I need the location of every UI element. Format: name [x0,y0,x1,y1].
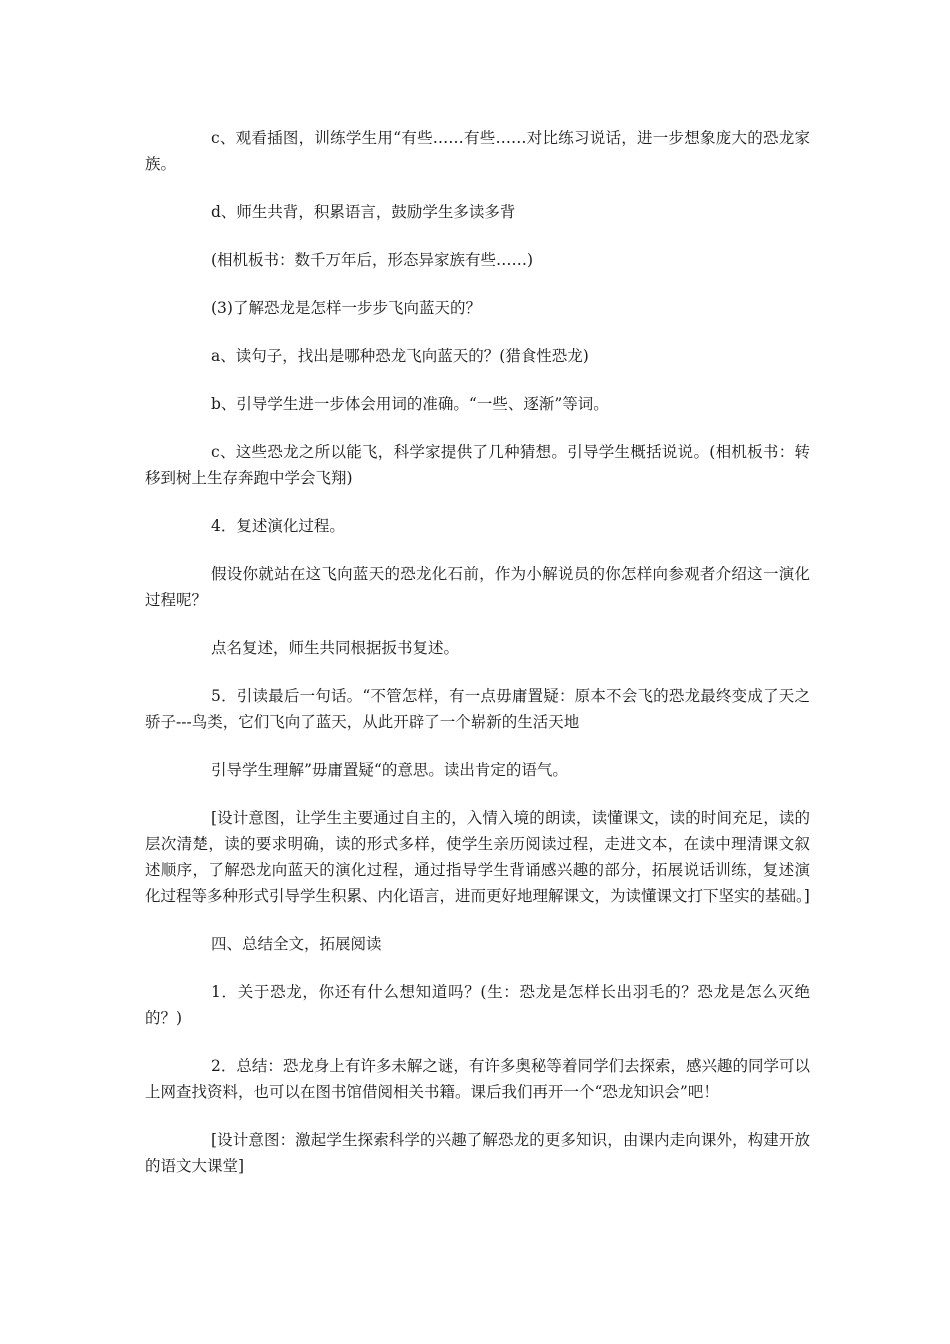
document-page [145,125,810,1179]
paragraph-2-summary: 2．总结：恐龙身上有许多未解之谜，有许多奥秘等着同学们去探索，感兴趣的同学可以上网查找资料，也可以在图书馆借阅相关书籍。课后我们再开一个“恐龙知识会”吧！ [145,1057,810,1101]
paragraph-roll-call: 点名复述，师生共同根据扳书复述。 [211,639,460,657]
paragraph-step-3: (3)了解恐龙是怎样一步步飞向蓝天的？ [211,299,481,317]
paragraph-design-intent-2: [设计意图：激起学生探索科学的兴趣了解恐龙的更多知识，由课内走向课外，构建开放的语文大课堂] [145,1131,810,1175]
section-heading-summary: 四、总结全文，拓展阅读 [211,935,382,953]
paragraph-suppose: 假设你就站在这飞向蓝天的恐龙化石前，作为小解说员的你怎样向参观者介绍这一演化过程呢？ [145,565,810,609]
paragraph-a-read: a、读句子，找出是哪种恐龙飞向蓝天的？(猎食性恐龙) [211,347,589,365]
paragraph-board-note-1: (相机板书：数千万年后，形态异家族有些……) [211,251,534,269]
paragraph-d-recite: d、师生共背，积累语言，鼓励学生多读多背 [211,203,516,221]
paragraph-5-last-sentence: 5．引读最后一句话。“不管怎样，有一点毋庸置疑：原本不会飞的恐龙最终变成了天之骄子---鸟类，它们飞向了蓝天，从此开辟了一个崭新的生活天地 [145,687,810,731]
paragraph-4-retell: 4．复述演化过程。 [211,517,345,535]
paragraph-b-words: b、引导学生进一步体会用词的准确。“一些、逐渐”等词。 [211,395,609,413]
paragraph-guide-understanding: 引导学生理解”毋庸置疑“的意思。读出肯定的语气。 [211,761,568,779]
paragraph-c-guesses: c、这些恐龙之所以能飞，科学家提供了几种猜想。引导学生概括说说。(相机板书：转移到树上生存奔跑中学会飞翔) [145,443,810,487]
paragraph-c-illustration: c、观看插图，训练学生用“有些……有些……对比练习说话，进一步想象庞大的恐龙家族。 [145,129,810,173]
paragraph-1-questions: 1．关于恐龙，你还有什么想知道吗？(生：恐龙是怎样长出羽毛的？恐龙是怎么灭绝的？) [145,983,810,1027]
paragraph-design-intent-1: [设计意图，让学生主要通过自主的，入情入境的朗读，读懂课文，读的时间充足，读的层次清楚，读的要求明确，读的形式多样，使学生亲历阅读过程，走进文本，在读中理清课文叙述顺序，了解恐龙向蓝天的演化过程，通过指导学生背诵感兴趣的部分，拓展说话训练，复述演化过程等多种形式引导学生积累、内化语言，进而更好地理解课文，为读懂课文打下坚实的基础。] [145,809,810,905]
